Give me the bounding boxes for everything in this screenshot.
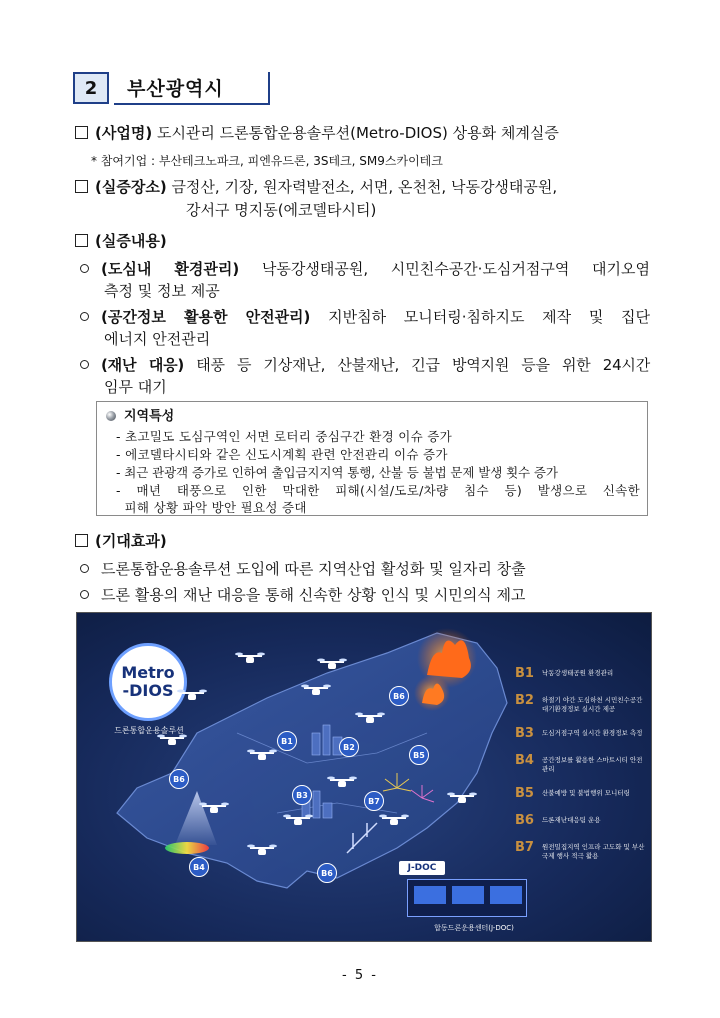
checkbox-icon: [75, 234, 88, 247]
map-badge-b3: B3: [292, 785, 312, 805]
content-item-cont: 임무 대기: [104, 378, 167, 396]
drone-icon: [157, 733, 187, 749]
content-item: (공간정보 활용한 안전관리) 지반침하 모니터링·침하지도 제작 및 집단: [80, 306, 650, 328]
effects-item: 드론 활용의 재난 대응을 통해 신속한 상황 인식 및 시민의식 제고: [80, 584, 525, 606]
legend-title: 공간정보를 활용한 스마트시티 안전관리: [542, 756, 643, 773]
project-label: (사업명): [95, 124, 153, 142]
circle-bullet-icon: [80, 360, 89, 369]
content-item: (재난 대응) 태풍 등 기상재난, 산불재난, 긴급 방역지원 등을 위한 24시간: [80, 354, 650, 376]
participants: * 참여기업 : 부산테크노파크, 피엔유드론, 3S테크, SM9스카이테크: [91, 154, 443, 168]
drone-icon: [447, 791, 477, 807]
drone-icon: [317, 657, 347, 673]
legend-code: B6: [515, 813, 534, 828]
project-line: [75, 122, 559, 144]
checkbox-icon: [75, 534, 88, 547]
drone-icon: [283, 813, 313, 829]
drone-icon: [379, 813, 409, 829]
jdoc-center-illustration: [407, 879, 527, 917]
drone-icon: [355, 711, 385, 727]
legend: [515, 667, 647, 874]
map-badge-b6: B6: [317, 863, 337, 883]
project-text: 도시관리 드론통합운용솔루션(Metro-DIOS) 상용화 체계실증: [152, 124, 559, 142]
effects-item: 드론통합운용솔루션 도입에 따른 지역산업 활성화 및 일자리 창출: [80, 558, 526, 580]
regional-line: - 최근 관광객 증가로 인하여 출입금지지역 통행, 산불 등 불법 문제 발생 횟수 증가: [116, 465, 558, 480]
jdoc-caption: 합동드론운용센터(J-DOC): [434, 924, 514, 932]
circle-bullet-icon: [80, 590, 89, 599]
content-item-cont: 에너지 안전관리: [104, 330, 211, 348]
content-item: (도심내 환경관리) 낙동강생태공원, 시민친수공간·도심거점구역 대기오염: [80, 258, 650, 280]
legend-item: [515, 754, 647, 774]
sphere-bullet-icon: [106, 411, 116, 421]
drone-icon: [301, 683, 331, 699]
section-underline: [114, 103, 270, 105]
legend-code: B5: [515, 786, 534, 801]
jdoc-label: J-DOC: [399, 861, 445, 875]
map-badge-b5: B5: [409, 745, 429, 765]
legend-item: [515, 667, 647, 681]
legend-item: [515, 787, 647, 801]
metro-dios-figure: [76, 612, 652, 942]
checkbox-icon: [75, 126, 88, 139]
legend-item: [515, 814, 647, 828]
regional-line: - 매년 태풍으로 인한 막대한 피해(시설/도로/차량 침수 등) 발생으로 신속한: [116, 483, 640, 498]
legend-item: [515, 694, 647, 714]
drone-icon: [199, 801, 229, 817]
drone-icon: [247, 748, 277, 764]
effects-label: (기대효과): [95, 532, 167, 550]
regional-line: - 에코델타시티와 같은 신도시계획 관련 안전관리 이슈 증가: [116, 447, 448, 462]
section-divider: [268, 72, 270, 105]
legend-code: B3: [515, 726, 534, 741]
drone-icon: [177, 688, 207, 704]
legend-title: 하절기 야간 도심하천 시민친수공간 대기환경정보 실시간 제공: [542, 696, 643, 713]
legend-item: [515, 727, 647, 741]
regional-line: - 초고밀도 도심구역인 서면 로터리 중심구간 환경 이슈 증가: [116, 429, 452, 444]
content-label: (실증내용): [95, 232, 167, 250]
legend-item: [515, 841, 647, 861]
map-badge-b7: B7: [364, 791, 384, 811]
metro-dios-logo: Metro -DIOS: [109, 643, 187, 721]
legend-title: 드론재난대응팀 운용: [542, 816, 601, 824]
map-badge-b6: B6: [389, 686, 409, 706]
legend-title: 원전밀집지역 인프라 고도화 및 부산 국제 행사 적극 활용: [542, 843, 645, 860]
section-number: 2: [73, 72, 109, 104]
legend-code: B7: [515, 840, 534, 855]
map-badge-b1: B1: [277, 731, 297, 751]
section-title: 부산광역시: [127, 78, 224, 100]
legend-title: 낙동강생태공원 환경관리: [542, 669, 614, 677]
location-line2: 강서구 명지동(에코델타시티): [186, 201, 377, 219]
drone-icon: [247, 843, 277, 859]
regional-title: 지역특성: [106, 405, 174, 424]
location-label: (실증장소): [95, 178, 167, 196]
map-badge-b2: B2: [339, 737, 359, 757]
drone-icon: [235, 651, 265, 667]
page-number: - 5 -: [342, 968, 378, 983]
map-badge-b6: B6: [169, 769, 189, 789]
circle-bullet-icon: [80, 264, 89, 273]
legend-title: 산불예방 및 불법행위 모니터링: [542, 789, 630, 797]
legend-code: B2: [515, 693, 534, 708]
legend-code: B4: [515, 753, 534, 768]
circle-bullet-icon: [80, 312, 89, 321]
regional-line: 피해 상황 파악 방안 필요성 증대: [116, 500, 307, 515]
checkbox-icon: [75, 180, 88, 193]
map-badge-b4: B4: [189, 857, 209, 877]
legend-title: 도심거점구역 실시간 환경정보 측정: [542, 729, 643, 737]
effects-heading: [75, 530, 167, 552]
content-item-cont: 측정 및 정보 제공: [104, 282, 220, 300]
legend-code: B1: [515, 666, 534, 681]
content-heading: [75, 230, 167, 252]
drone-icon: [327, 775, 357, 791]
logo-subtitle: 드론통합운용솔루션: [114, 726, 184, 735]
location-line: [75, 176, 557, 198]
circle-bullet-icon: [80, 564, 89, 573]
location-text: 금정산, 기장, 원자력발전소, 서면, 온천천, 낙동강생태공원,: [166, 178, 558, 196]
